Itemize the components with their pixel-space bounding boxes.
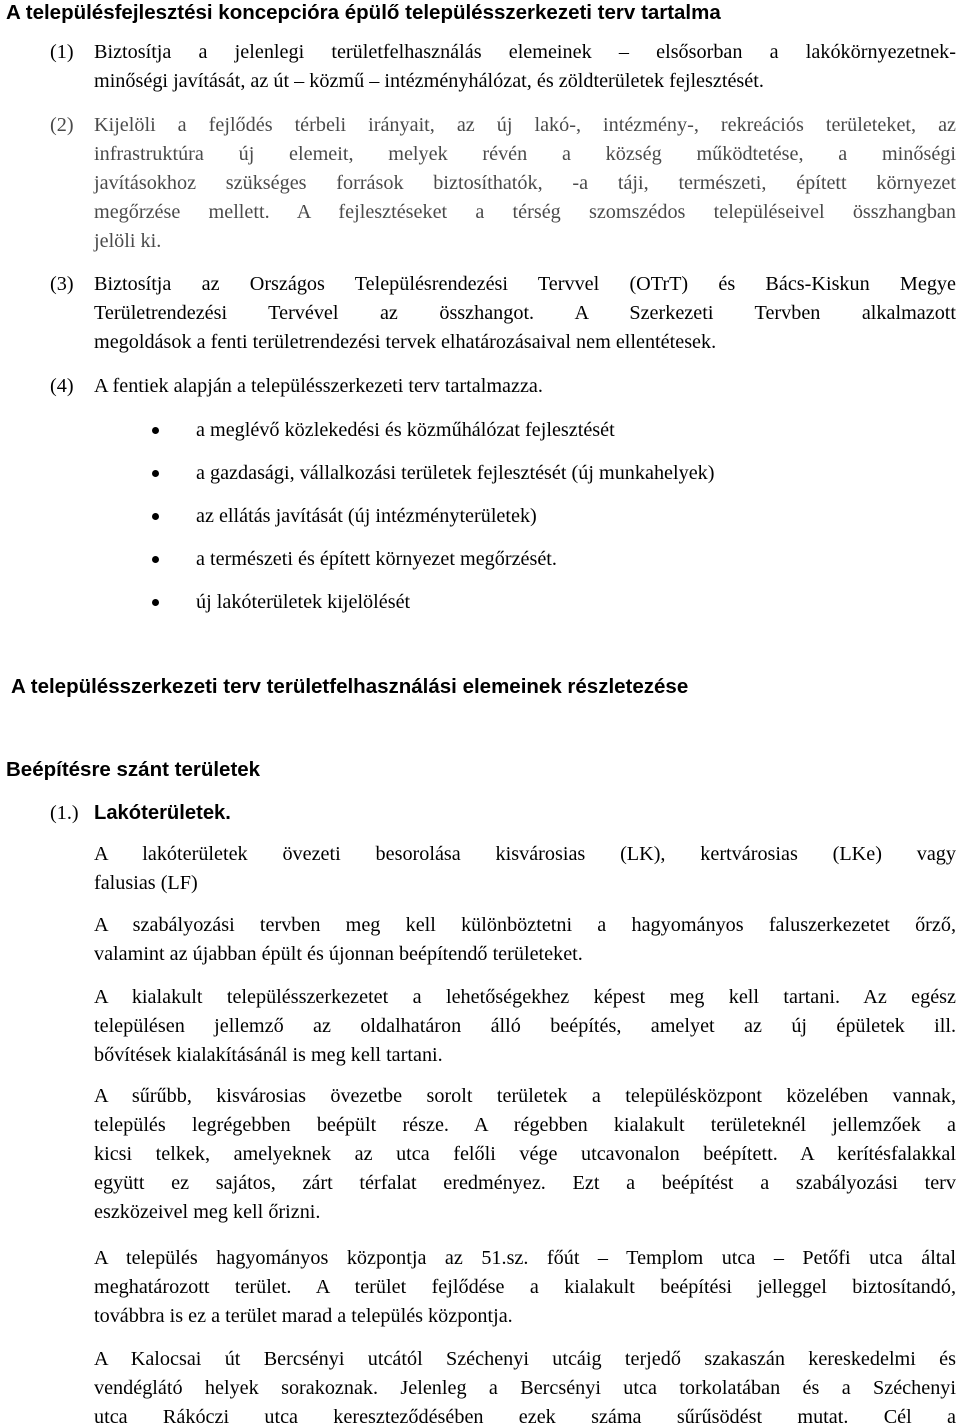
section-heading: A településszerkezeti terv területfelhasználási elemeinek részletezése (11, 675, 689, 698)
bullet-text: a természeti és épített környezet megőrzését. (196, 548, 557, 570)
text-line: A szabályozási tervben meg kell különböztetni a hagyományos faluszerkezetet őrző, (94, 914, 956, 936)
text-line: eszközeivel meg kell őrizni. (94, 1201, 321, 1223)
item-number: (2) (50, 114, 74, 136)
text-line: minőségi javítását, az út – közmű – intézményhálózat, és zöldterületek fejlesztését. (94, 70, 764, 92)
text-line: infrastruktúra új elemeit, melyek révén a község működtetése, a minőségi (94, 143, 956, 165)
text-line: utca Rákóczi utca kereszteződésében ezek száma sűrűsödést mutat. Cél a (94, 1406, 956, 1428)
sub-title: Lakóterületek. (94, 802, 231, 824)
text-line: Kijelöli a fejlődés térbeli irányait, az új lakó-, intézmény-, rekreációs területeket, az (94, 114, 956, 136)
text-line: A település hagyományos központja az 51.sz. főút – Templom utca – Petőfi utca által (94, 1247, 956, 1269)
text-line: településen jellemző az oldalhatáron álló beépítés, amelyet az új épületek ill. (94, 1015, 956, 1037)
text-line: jelöli ki. (94, 230, 162, 252)
paragraph (94, 1345, 956, 1428)
text-line: falusias (LF) (94, 872, 198, 894)
item-number: (3) (50, 273, 74, 295)
text-line: A sűrűbb, kisvárosias övezetbe sorolt területek a településközpont közelében vannak, (94, 1085, 956, 1107)
text-line: meghatározott terület. A terület fejlődése a kialakult beépítési jelleggel biztosítandó, (94, 1276, 956, 1298)
bullet-text: új lakóterületek kijelölését (196, 591, 411, 613)
paragraph (94, 983, 956, 1070)
bullet-dot-icon (152, 427, 159, 434)
text-line: A lakóterületek övezeti besorolása kisvárosias (LK), kertvárosias (LKe) vagy (94, 843, 956, 865)
main-heading: A településfejlesztési koncepcióra épülő településszerkezeti terv tartalma (6, 1, 721, 24)
sub-number: (1.) (50, 802, 79, 824)
paragraph (94, 1082, 956, 1227)
numbered-item (94, 372, 956, 401)
bullet-dot-icon (152, 556, 159, 563)
text-line: Biztosítja az Országos Településrendezési Tervvel (OTrT) és Bács-Kiskun Megye (94, 273, 956, 295)
bullet-text: a gazdasági, vállalkozási területek fejlesztését (új munkahelyek) (196, 462, 715, 484)
bullet-dot-icon (152, 470, 159, 477)
bullet-text: a meglévő közlekedési és közműhálózat fejlesztését (196, 419, 615, 441)
item-number: (4) (50, 375, 74, 397)
text-line: kicsi telkek, amelyeknek az utca felőli vége utcavonalon beépített. A kerítésfalakkal (94, 1143, 956, 1165)
text-line: Biztosítja a jelenlegi területfelhasználás elemeinek – elsősorban a lakókörnyezetnek- (94, 41, 956, 63)
text-line: A kialakult településszerkezetet a lehetőségekhez képest meg kell tartani. Az egész (94, 986, 956, 1008)
text-line: bővítések kialakításánál is meg kell tartani. (94, 1044, 443, 1066)
numbered-item (94, 38, 956, 96)
bullet-text: az ellátás javítását (új intézményterületek) (196, 505, 537, 527)
text-line: vendéglátó helyek sorakoznak. Jelenleg a Bercsényi utca torkolatában és a Széchenyi (94, 1377, 956, 1399)
text-line: A fentiek alapján a településszerkezeti terv tartalmazza. (94, 375, 543, 397)
text-line: megoldások a fenti területrendezési tervek elhatározásaival nem ellentétesek. (94, 331, 717, 353)
text-line: továbbra is ez a terület marad a település központja. (94, 1305, 513, 1327)
numbered-item (94, 111, 956, 256)
text-line: valamint az újabban épült és újonnan beépítendő területeket. (94, 943, 583, 965)
paragraph (94, 911, 956, 969)
bullet-dot-icon (152, 513, 159, 520)
subsection-heading: Beépítésre szánt területek (6, 758, 261, 781)
paragraph (94, 1244, 956, 1331)
bullet-dot-icon (152, 599, 159, 606)
item-number: (1) (50, 41, 74, 63)
text-line: javításokhoz szükséges források biztosíthatók, -a táji, természeti, épített környezet (94, 172, 956, 194)
text-line: A Kalocsai út Bercsényi utcától Széchenyi utcáig terjedő szakaszán kereskedelmi és (94, 1348, 956, 1370)
paragraph (94, 840, 956, 898)
numbered-item (94, 270, 956, 357)
text-line: megőrzése mellett. A fejlesztéseket a térség szomszédos településeivel összhangban (94, 201, 956, 223)
text-line: együtt ez sajátos, zárt térfalat eredményez. Ezt a beépítést a szabályozási terv (94, 1172, 956, 1194)
text-line: település legrégebben beépült része. A régebben kialakult területeknél jellemzőek a (94, 1114, 956, 1136)
text-line: Területrendezési Tervével az összhangot. A Szerkezeti Tervben alkalmazott (94, 302, 956, 324)
